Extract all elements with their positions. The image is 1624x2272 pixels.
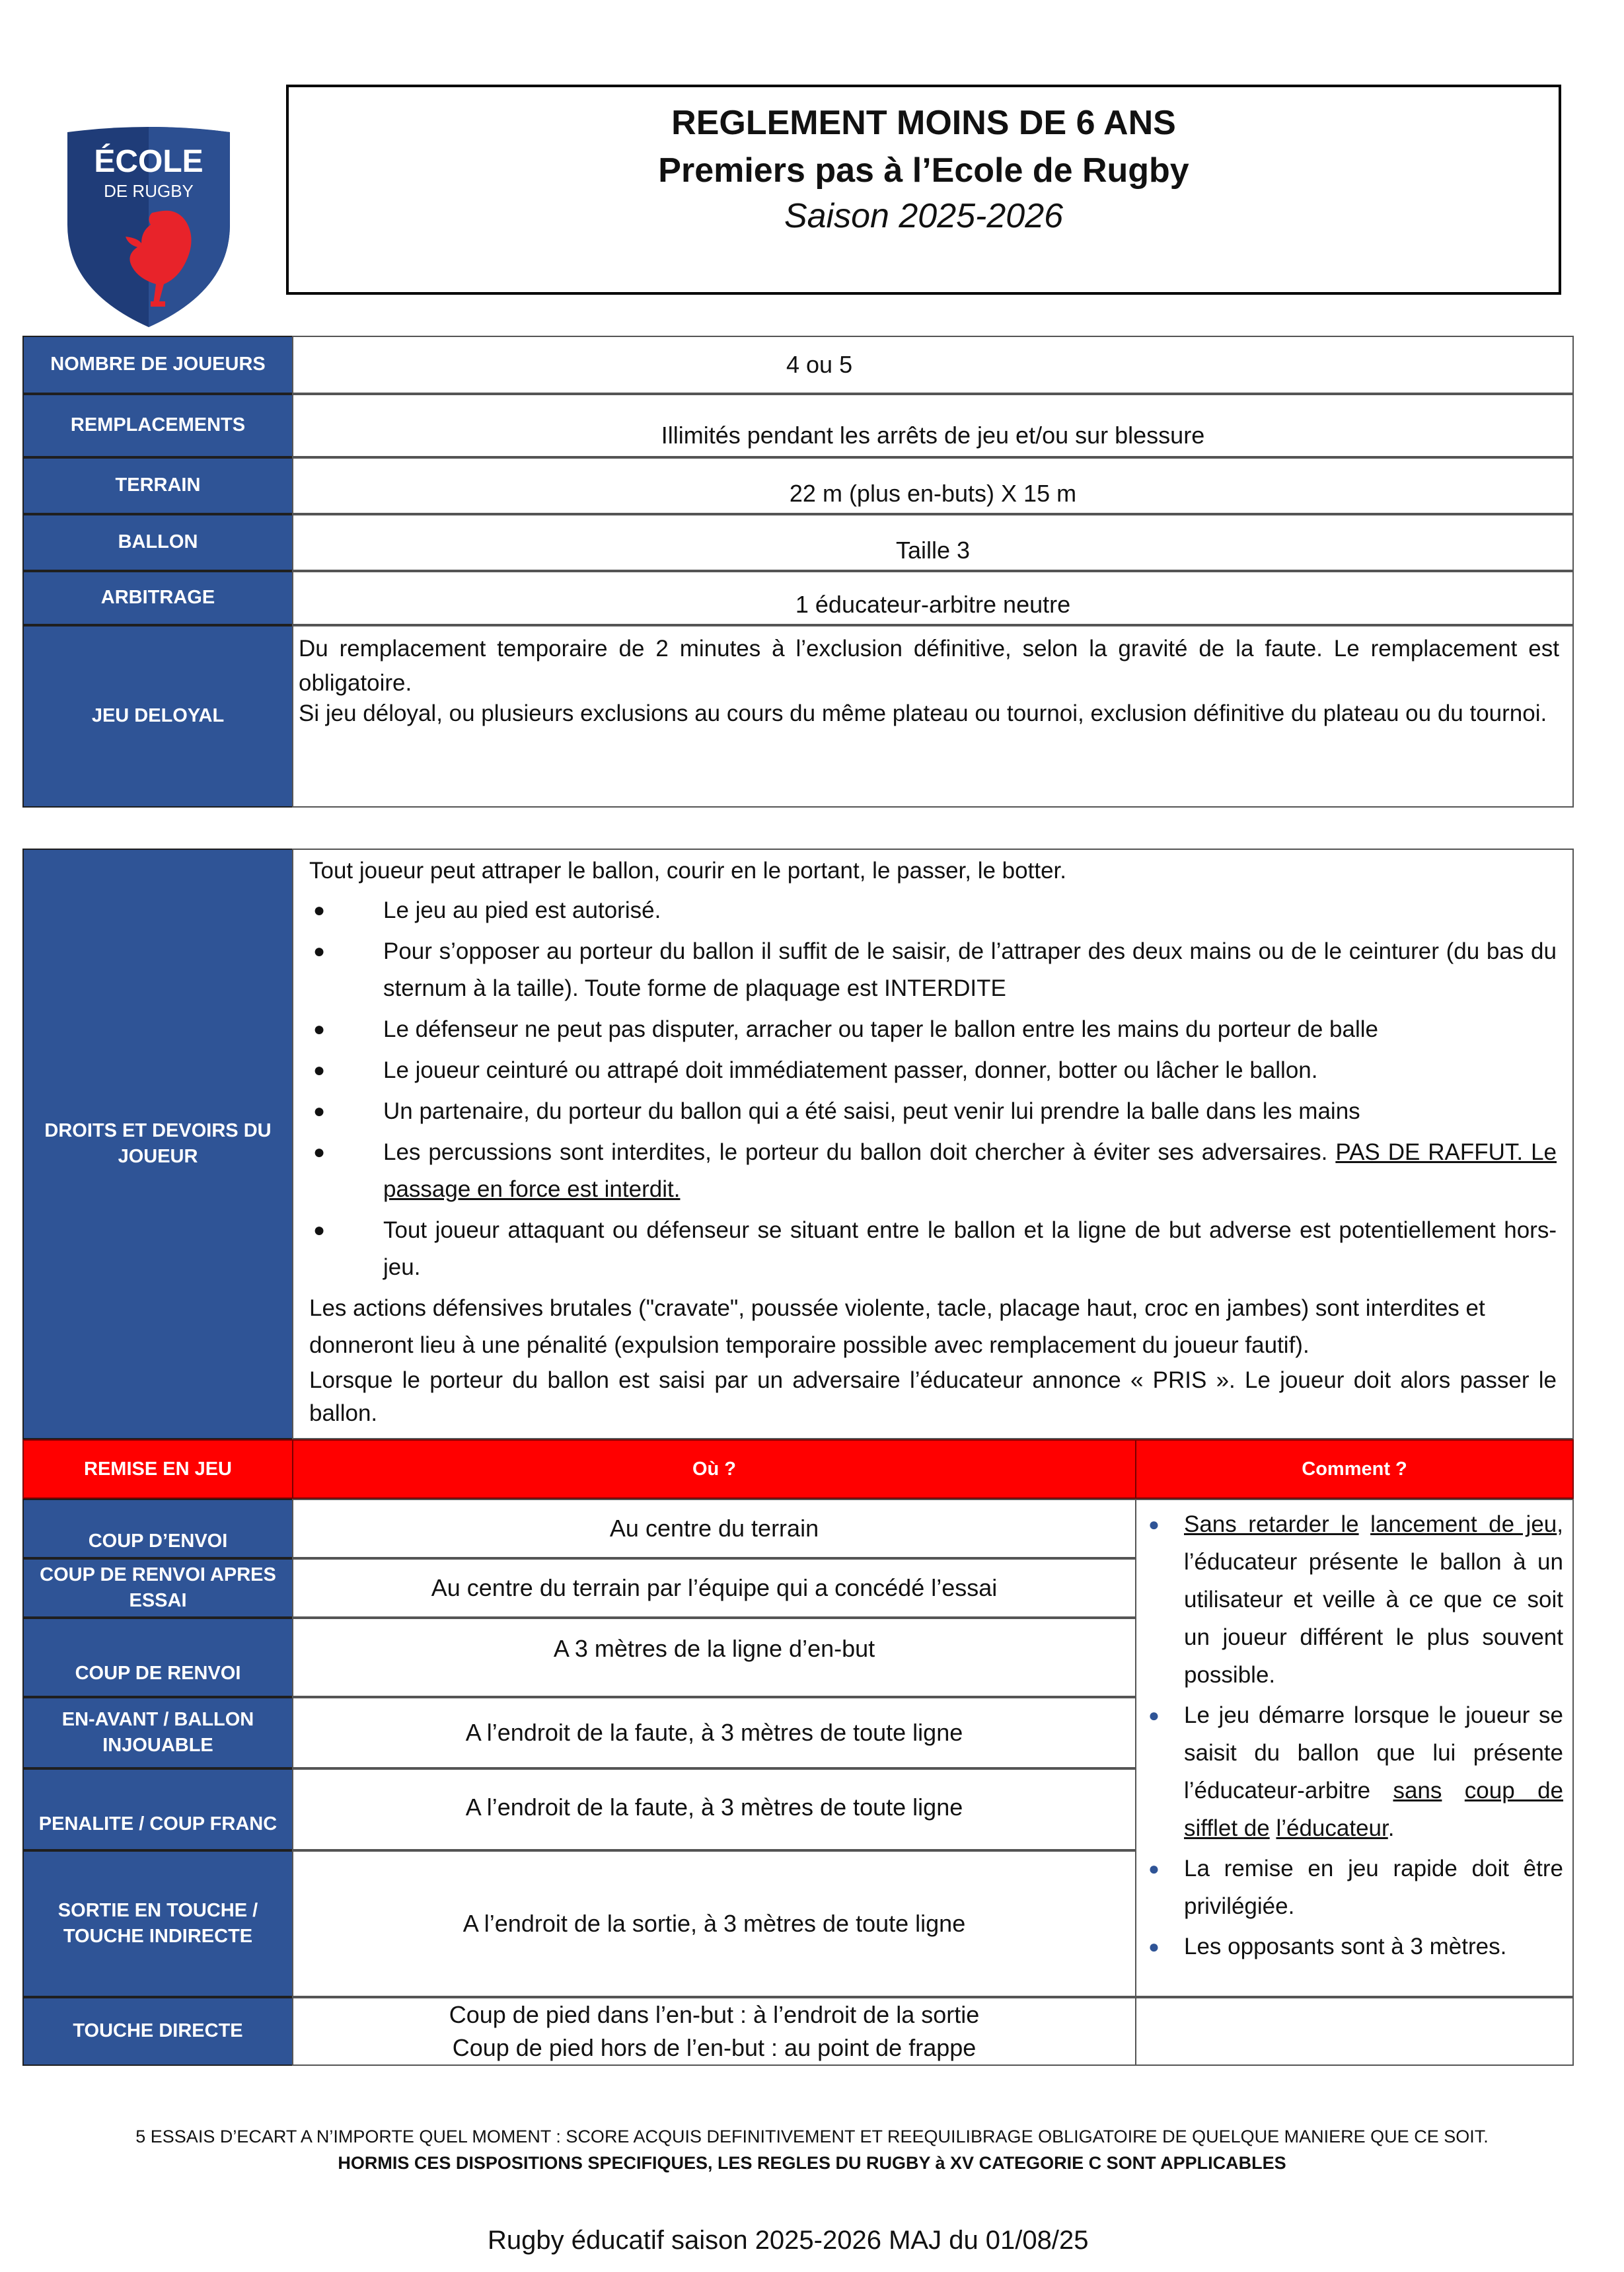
list-item: ● Les opposants sont à 3 mètres.: [1146, 1928, 1563, 1965]
footer-update-date: Rugby éducatif saison 2025-2026 MAJ du 01/08/25: [488, 2226, 1089, 2255]
droits-intro: Tout joueur peut attraper le ballon, courir en le portant, le passer, le botter.: [309, 858, 1066, 884]
document-title: REGLEMENT MOINS DE 6 ANS: [671, 104, 1176, 142]
value-jeu-deloyal: [292, 625, 1574, 808]
label-coup-envoi: COUP D’ENVOI: [22, 1499, 293, 1558]
bullet-icon: ●: [1148, 1858, 1160, 1879]
label-touche-directe: TOUCHE DIRECTE: [22, 1997, 293, 2066]
ecole-de-rugby-logo: [59, 126, 238, 330]
value-touche-directe: [292, 1997, 1136, 2066]
value-coup-renvoi: A 3 mètres de la ligne d’en-but: [292, 1618, 1136, 1697]
bullet-icon: ●: [313, 899, 326, 921]
value-sortie-en-touche: A l’endroit de la sortie, à 3 mètres de toute ligne: [292, 1850, 1136, 1997]
header-comment: Comment ?: [1135, 1439, 1574, 1499]
jeu-deloyal-paragraph-1: Du remplacement temporaire de 2 minutes à l’exclusion définitive, selon la gravité de la faute. Le remplacement est obligatoire.: [299, 636, 1559, 696]
label-droits-devoirs: DROITS ET DEVOIRS DU JOUEUR: [22, 849, 293, 1439]
document-subtitle: Premiers pas à l’Ecole de Rugby: [658, 151, 1189, 190]
label-coup-renvoi-apres-essai: COUP DE RENVOI APRES ESSAI: [22, 1558, 293, 1618]
bullet-icon: ●: [1148, 1705, 1160, 1725]
title-box: [286, 85, 1561, 295]
label-en-avant-ballon-injouable: EN-AVANT / BALLON INJOUABLE: [22, 1697, 293, 1768]
header-remise-en-jeu: REMISE EN JEU: [22, 1439, 293, 1499]
list-item: ● La remise en jeu rapide doit être privilégiée.: [1146, 1850, 1563, 1925]
list-item: ● Tout joueur attaquant ou défenseur se situant entre le ballon et la ligne de but adverse est potentiellement hors-jeu.: [309, 1212, 1557, 1286]
value-en-avant-ballon-injouable: A l’endroit de la faute, à 3 mètres de toute ligne: [292, 1697, 1136, 1768]
bullet-icon: ●: [1148, 1514, 1160, 1534]
list-item: ● Le jeu au pied est autorisé.: [309, 892, 1557, 929]
value-coup-envoi: Au centre du terrain: [292, 1499, 1136, 1558]
empty-cell: [1135, 1997, 1574, 2066]
comment-bullet-list: [1146, 1505, 1563, 1965]
bullet-icon: ●: [313, 940, 326, 962]
list-item: ● Sans retarder le lancement de jeu, l’éducateur présente le ballon à un utilisateur et veille à ce que ce soit un joueur différent le plus souvent possible.: [1146, 1505, 1563, 1694]
bullet-icon: ●: [313, 1018, 326, 1040]
list-item: ● Pour s’opposer au porteur du ballon il suffit de le saisir, de l’attraper des deux mains ou de le ceinturer (du bas du sternum à la taille). Toute forme de plaquage est INTERDITE: [309, 933, 1557, 1007]
svg-text:DE RUGBY: DE RUGBY: [104, 181, 194, 201]
label-sortie-en-touche: SORTIE EN TOUCHE / TOUCHE INDIRECTE: [22, 1850, 293, 1997]
touche-directe-line-1: Coup de pied dans l’en-but : à l’endroit de la sortie: [449, 2001, 980, 2028]
droits-paragraph-pris: Lorsque le porteur du ballon est saisi par un adversaire l’éducateur annonce « PRIS ». Le joueur doit alors passer le ballon.: [309, 1367, 1557, 1426]
footer-general-rules: HORMIS CES DISPOSITIONS SPECIFIQUES, LES REGLES DU RUGBY à XV CATEGORIE C SONT APPLICABLES: [338, 2153, 1286, 2173]
value-ballon: Taille 3: [292, 514, 1574, 571]
bullet-icon: ●: [313, 1141, 326, 1163]
label-nombre-joueurs: NOMBRE DE JOUEURS: [22, 336, 293, 394]
jeu-deloyal-paragraph-2: Si jeu déloyal, ou plusieurs exclusions au cours du même plateau ou tournoi, exclusion définitive du plateau ou du tournoi.: [299, 701, 1547, 726]
label-terrain: TERRAIN: [22, 457, 293, 514]
value-penalite-coup-franc: A l’endroit de la faute, à 3 mètres de toute ligne: [292, 1768, 1136, 1850]
value-coup-renvoi-apres-essai: Au centre du terrain par l’équipe qui a concédé l’essai: [292, 1558, 1136, 1618]
touche-directe-line-2: Coup de pied hors de l’en-but : au point de frappe: [452, 2034, 977, 2061]
label-arbitrage: ARBITRAGE: [22, 571, 293, 625]
bullet-icon: ●: [313, 1059, 326, 1081]
list-item: ● Le jeu démarre lorsque le joueur se saisit du ballon que lui présente l’éducateur-arbitre sans coup de sifflet de l’éducateur.: [1146, 1696, 1563, 1847]
label-remplacements: REMPLACEMENTS: [22, 394, 293, 457]
bullet-icon: ●: [1148, 1936, 1160, 1957]
droits-paragraph-actions: Les actions défensives brutales ("cravate", poussée violente, tacle, placage haut, croc en jambes) sont interdites et donneront lieu à une pénalité (expulsion temporaire possible avec remplacement du joueur fautif).: [309, 1295, 1485, 1358]
value-remplacements: Illimités pendant les arrêts de jeu et/ou sur blessure: [292, 394, 1574, 457]
value-terrain: 22 m (plus en-buts) X 15 m: [292, 457, 1574, 514]
list-item: ● Le défenseur ne peut pas disputer, arracher ou taper le ballon entre les mains du porteur de balle: [309, 1011, 1557, 1048]
value-nombre-joueurs: 4 ou 5: [292, 336, 1574, 394]
svg-text:ÉCOLE: ÉCOLE: [94, 144, 203, 179]
label-coup-renvoi: COUP DE RENVOI: [22, 1618, 293, 1697]
value-arbitrage: 1 éducateur-arbitre neutre: [292, 571, 1574, 625]
droits-bullet-list: [309, 892, 1557, 1286]
list-item: ● Le joueur ceinturé ou attrapé doit immédiatement passer, donner, botter ou lâcher le ballon.: [309, 1052, 1557, 1089]
bullet-icon: ●: [313, 1219, 326, 1241]
header-ou: Où ?: [292, 1439, 1136, 1499]
list-item: ● Un partenaire, du porteur du ballon qui a été saisi, peut venir lui prendre la balle dans les mains: [309, 1093, 1557, 1130]
raffut-warning: PAS DE RAFFUT. Le passage en force est interdit.: [383, 1139, 1557, 1202]
label-ballon: BALLON: [22, 514, 293, 571]
comment-content: [1135, 1499, 1574, 1997]
footer-score-rule: 5 ESSAIS D’ECART A N’IMPORTE QUEL MOMENT : SCORE ACQUIS DEFINITIVEMENT ET REEQUILIBRAGE OBLIGATOIRE DE QUELQUE MANIERE QUE CE SOIT.: [135, 2127, 1489, 2146]
bullet-icon: ●: [313, 1100, 326, 1122]
season-label: Saison 2025-2026: [784, 197, 1064, 235]
label-jeu-deloyal: JEU DELOYAL: [22, 625, 293, 808]
label-penalite-coup-franc: PENALITE / COUP FRANC: [22, 1768, 293, 1850]
droits-devoirs-content: [292, 849, 1574, 1439]
list-item: ● Les percussions sont interdites, le porteur du ballon doit chercher à éviter ses adversaires. PAS DE RAFFUT. Le passage en force est interdit.: [309, 1134, 1557, 1208]
